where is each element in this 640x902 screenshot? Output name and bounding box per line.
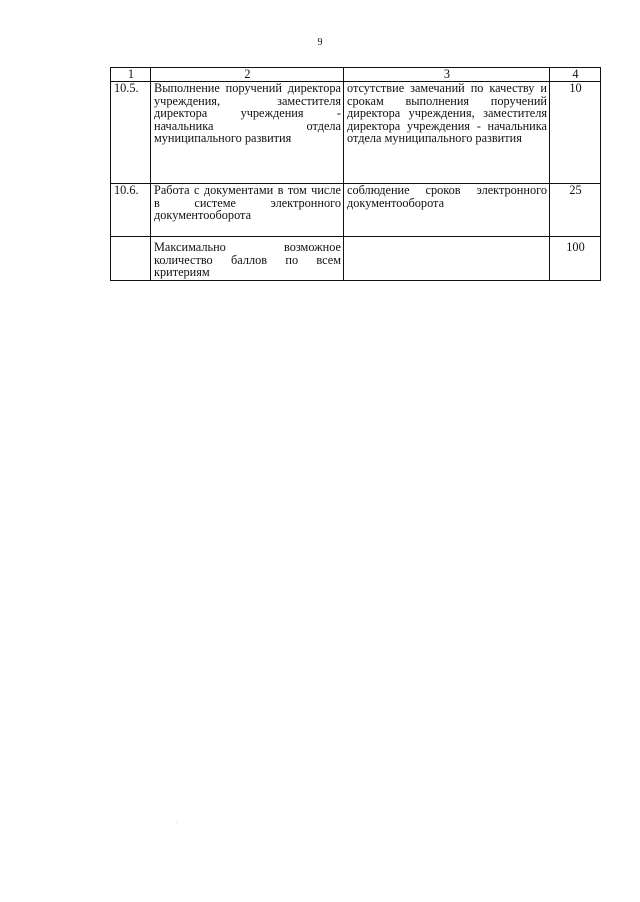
condition-cell xyxy=(344,237,550,281)
condition-cell: отсутствие замечаний по качеству и срокам выполнения поручений директора учреждения, заместителя директора учреждения - начальника отдела муниципального развития xyxy=(344,82,550,184)
score-cell: 100 xyxy=(550,237,601,281)
criteria-table xyxy=(110,67,601,281)
criterion-cell: Выполнение поручений директора учреждения, заместителя директора учреждения - начальника отдела муниципального развития xyxy=(151,82,344,184)
condition-cell: соблюдение сроков электронного документооборота xyxy=(344,184,550,237)
column-header-4: 4 xyxy=(550,68,601,82)
table-row xyxy=(111,184,601,237)
column-header-3: 3 xyxy=(344,68,550,82)
score-cell: 25 xyxy=(550,184,601,237)
row-number: 10.5. xyxy=(111,82,151,184)
page-number: 9 xyxy=(317,37,323,48)
table-row xyxy=(111,237,601,281)
scan-speck xyxy=(176,822,177,823)
criterion-cell: Работа с документами в том числе в системе электронного документооборота xyxy=(151,184,344,237)
criterion-cell: Максимально возможное количество баллов по всем критериям xyxy=(151,237,344,281)
column-header-1: 1 xyxy=(111,68,151,82)
header-row xyxy=(111,68,601,82)
column-header-2: 2 xyxy=(151,68,344,82)
row-number: 10.6. xyxy=(111,184,151,237)
table-row xyxy=(111,82,601,184)
row-number xyxy=(111,237,151,281)
score-cell: 10 xyxy=(550,82,601,184)
